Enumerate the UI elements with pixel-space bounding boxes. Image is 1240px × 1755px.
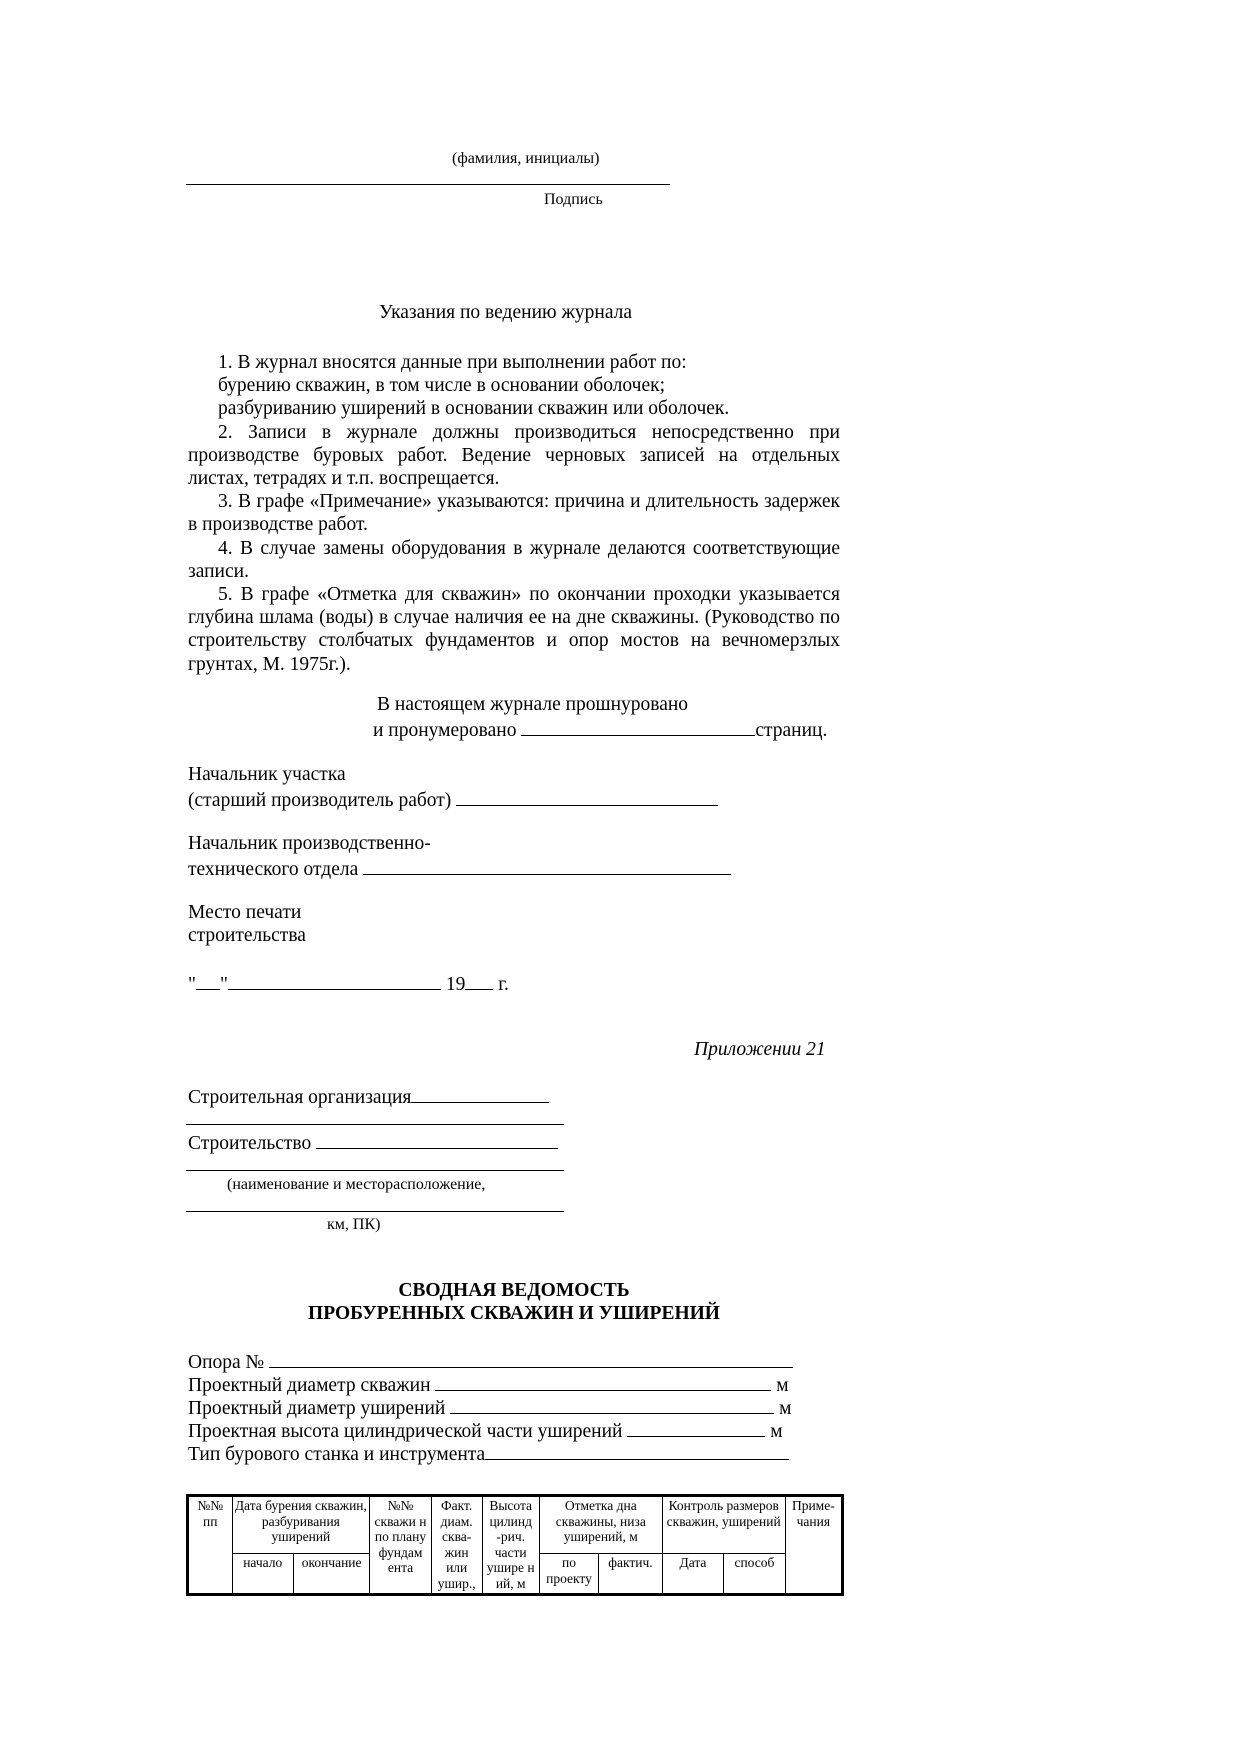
binding-prefix: и пронумеровано xyxy=(373,720,517,741)
instruction-2: 2. Записи в журнале должны производиться непосредственно при производстве буровых работ. Ведение черновых записей на отдельных листах, тетрадях и т.п. воспрещается. xyxy=(188,421,840,490)
date-month-field[interactable] xyxy=(228,972,441,990)
seal-label-2: строительства xyxy=(188,925,306,946)
chief-label-text: (старший производитель работ) xyxy=(188,790,452,811)
drill-type-label: Тип бурового станка и инструмента xyxy=(188,1444,486,1465)
col-number: №№ пп xyxy=(188,1496,233,1595)
construction-line-2 xyxy=(186,1170,564,1171)
binding-line-2 xyxy=(373,718,827,741)
field-support-number xyxy=(188,1350,793,1373)
instruction-1a: бурению скважин, в том числе в основании оболочек; xyxy=(218,375,666,397)
well-diameter-label: Проектный диаметр скважин xyxy=(188,1375,431,1396)
col-design: по проекту xyxy=(539,1554,598,1595)
instruction-3: 3. В графе «Примечание» указываются: причина и длительность задержек в производстве работ. xyxy=(188,491,840,536)
binding-suffix: страниц. xyxy=(755,720,828,741)
pages-count-field[interactable] xyxy=(521,718,755,736)
field-widening-diameter xyxy=(188,1396,791,1419)
col-notes: Приме- чания xyxy=(785,1496,842,1595)
caption-km-pk: км, ПК) xyxy=(327,1216,381,1233)
name-caption: (фамилия, инициалы) xyxy=(452,150,600,167)
field-drill-type xyxy=(188,1442,789,1465)
date-quote-close: " xyxy=(219,974,228,995)
col-size-control: Контроль размеров скважин, уширений xyxy=(662,1496,785,1554)
instruction-1b: разбуриванию уширений в основании скважин или оболочек. xyxy=(218,398,730,420)
org-line xyxy=(188,1085,549,1108)
date-year-field[interactable] xyxy=(465,972,493,990)
pto-label-2 xyxy=(188,857,731,880)
binding-line-1: В настоящем журнале прошнуровано xyxy=(377,694,689,715)
date-year-suffix: г. xyxy=(498,974,509,995)
summary-title-2: ПРОБУРЕННЫХ СКВАЖИН И УШИРЕНИЙ xyxy=(308,1303,720,1324)
construction-line-3 xyxy=(186,1211,564,1212)
pto-label-1: Начальник производственно- xyxy=(188,833,431,854)
support-number-input[interactable] xyxy=(269,1350,793,1368)
instructions-title: Указания по ведению журнала xyxy=(379,302,633,323)
instruction-4: 4. В случае замены оборудования в журнале делаются соответствующие записи. xyxy=(188,537,840,582)
widening-diameter-unit: м xyxy=(779,1398,792,1419)
instruction-5: 5. В графе «Отметка для скважин» по окончании проходки указывается глубина шлама (воды) в случае наличия ее на дне скважины. (Руководство по строительству столбчатых фундаментов и опор мостов на вечномерзлых грунтах, М. 1975г.). xyxy=(188,584,840,675)
summary-title-1: СВОДНАЯ ВЕДОМОСТЬ xyxy=(398,1280,630,1301)
org-label: Строительная организация xyxy=(188,1087,412,1108)
col-date: Дата xyxy=(662,1554,723,1595)
field-cylinder-height xyxy=(188,1419,783,1442)
cylinder-height-unit: м xyxy=(770,1421,783,1442)
col-drilling-dates: Дата бурения скважин, разбуривания уширений xyxy=(232,1496,370,1554)
chief-signature-field[interactable] xyxy=(456,788,718,806)
table-header-row xyxy=(188,1496,843,1554)
instructions-body xyxy=(188,351,840,676)
signature-line xyxy=(186,184,670,185)
col-start: начало xyxy=(232,1554,293,1595)
drill-type-input[interactable] xyxy=(485,1442,789,1460)
date-year-prefix: 19 xyxy=(445,974,466,995)
sign-caption: Подпись xyxy=(544,191,603,208)
widening-diameter-input[interactable] xyxy=(450,1396,774,1414)
col-cylinder-height: Высота цилинд -рич. части ушире н ий, м xyxy=(482,1496,539,1595)
chief-label-2 xyxy=(188,788,718,811)
pto-label-text: технического отдела xyxy=(188,859,359,880)
col-bottom-mark: Отметка дна скважины, низа уширений, м xyxy=(539,1496,662,1554)
pto-signature-field[interactable] xyxy=(363,857,731,875)
chief-label-1: Начальник участка xyxy=(188,764,346,785)
col-end: окончание xyxy=(293,1554,369,1595)
col-method: способ xyxy=(724,1554,785,1595)
seal-label-1: Место печати xyxy=(188,902,302,923)
date-quote-open: " xyxy=(188,974,196,995)
widening-diameter-label: Проектный диаметр уширений xyxy=(188,1398,446,1419)
instruction-1: 1. В журнал вносятся данные при выполнении работ по: xyxy=(218,352,687,373)
appendix-label: Приложении 21 xyxy=(694,1039,826,1060)
well-diameter-unit: м xyxy=(776,1375,789,1396)
cylinder-height-input[interactable] xyxy=(627,1419,765,1437)
well-diameter-input[interactable] xyxy=(435,1373,771,1391)
support-number-label: Опора № xyxy=(188,1352,265,1373)
summary-table xyxy=(186,1494,844,1596)
caption-name-location: (наименование и месторасположение, xyxy=(227,1176,486,1193)
construction-label: Строительство xyxy=(188,1133,312,1154)
date-line xyxy=(188,972,509,995)
col-actual-diameter: Факт. диам. сква- жин или ушир., xyxy=(431,1496,482,1595)
construction-field[interactable] xyxy=(316,1131,558,1149)
field-well-diameter xyxy=(188,1373,789,1396)
date-day-field[interactable] xyxy=(196,972,220,990)
col-well-number: №№ скважи н по плану фундам ента xyxy=(370,1496,431,1595)
org-field[interactable] xyxy=(411,1085,549,1103)
cylinder-height-label: Проектная высота цилиндрической части уширений xyxy=(188,1421,623,1442)
org-line-2 xyxy=(186,1124,564,1125)
col-actual: фактич. xyxy=(599,1554,663,1595)
construction-line xyxy=(188,1131,558,1154)
